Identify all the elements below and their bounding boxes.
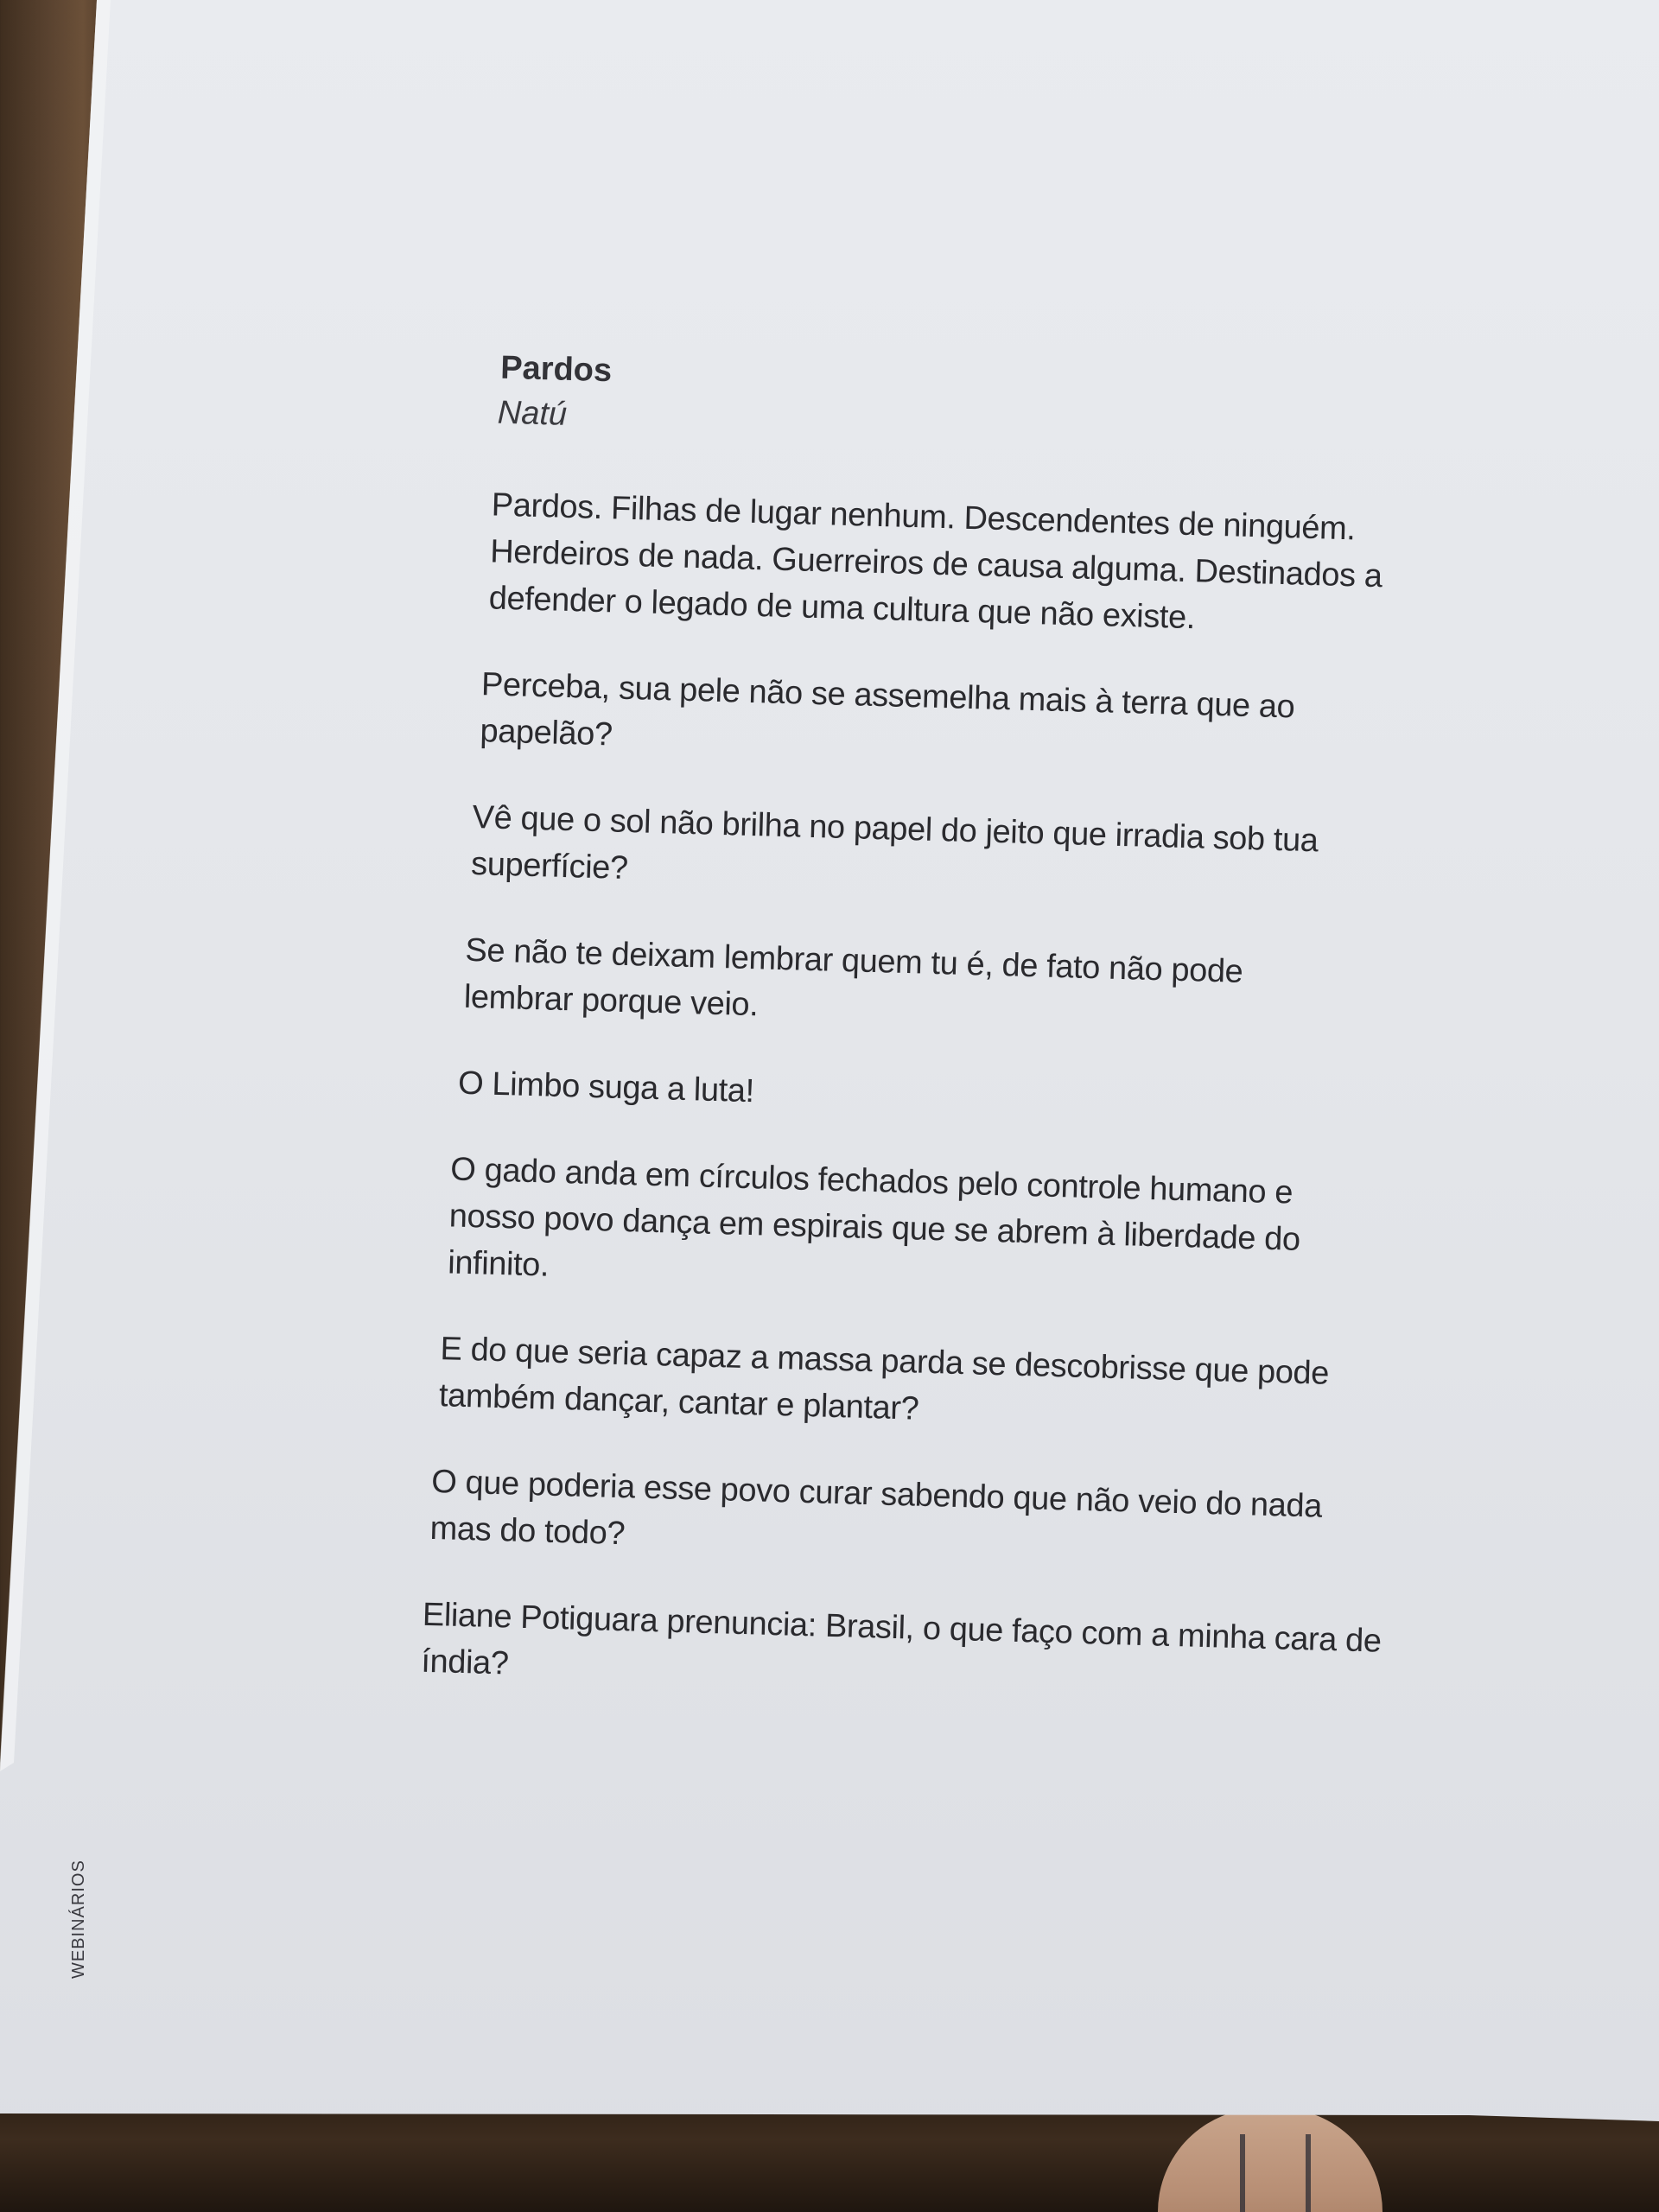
poem-content [410, 346, 1433, 1751]
poem-paragraph: O que poderia esse povo curar sabendo que não veio do nada mas do todo? [429, 1463, 1323, 1553]
finger-tattoo [1240, 2134, 1311, 2212]
poem-paragraph: Pardos. Filhas de lugar nenhum. Descendentes de ninguém. Herdeiros de nada. Guerreiros de causa alguma. Destinados a defender o legado de uma cultura que não existe. [488, 486, 1383, 637]
poem-paragraph: Se não te deixam lembrar quem tu é, de fato não pode lembrar porque veio. [463, 931, 1243, 1024]
side-section-label: WEBINÁRIOS [69, 1859, 88, 1979]
poem-paragraph: E do que seria capaz a massa parda se descobrisse que pode também dançar, cantar e plantar? [438, 1331, 1330, 1427]
poem-title: Pardos [499, 349, 613, 390]
poem-paragraph: O Limbo suga a luta! [457, 1065, 755, 1110]
poem-paragraph: O gado anda em círculos fechados pelo controle humano e nosso povo dança em espirais que se abrem à liberdade do infinito. [447, 1151, 1301, 1284]
poem-paragraph: Vê que o sol não brilha no papel do jeito que irradia sob tua superfície? [470, 798, 1319, 887]
poem-author: Natú [497, 394, 568, 433]
poem-paragraph: Perceba, sua pele não se assemelha mais à terra que ao papelão? [479, 666, 1295, 753]
poem-paragraph: Eliane Potiguara prenuncia: Brasil, o que faço com a minha cara de índia? [420, 1596, 1382, 1682]
